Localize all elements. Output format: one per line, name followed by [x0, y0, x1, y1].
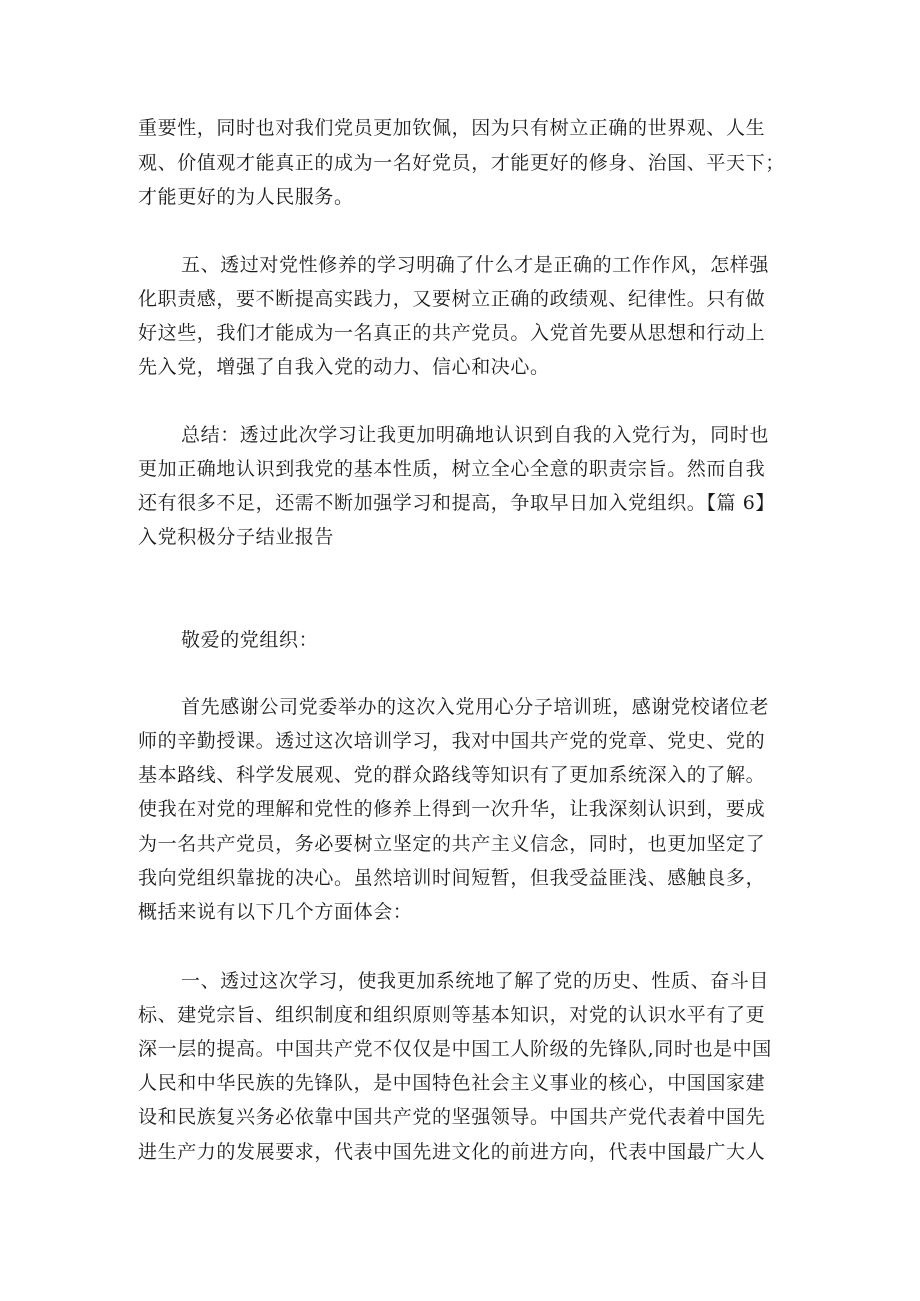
text-line: 我向党组织靠拢的决心。虽然培训时间短暂，但我受益匪浅、感触良多， — [138, 867, 766, 889]
text-line: 观、价值观才能真正的成为一名好党员，才能更好的修身、治国、平天下； — [138, 152, 785, 174]
text-line: 基本路线、科学发展观、党的群众路线等知识有了更加系统深入的了解。 — [138, 764, 766, 786]
text-line: 化职责感，要不断提高实践力，又要树立正确的政绩观、纪律性。只有做 — [138, 288, 766, 310]
text-line: 深一层的提高。中国共产党不仅仅是中国工人阶级的先锋队,同时也是中国 — [138, 1038, 772, 1060]
text-line: 首先感谢公司党委举办的这次入党用心分子培训班，感谢党校诸位老 — [181, 696, 770, 718]
text-line: 人民和中华民族的先锋队，是中国特色社会主义事业的核心，中国国家建 — [138, 1072, 766, 1094]
text-line: 进生产力的发展要求，代表中国先进文化的前进方向，代表中国最广大人 — [138, 1141, 766, 1163]
text-line: 才能更好的为人民服务。 — [138, 186, 354, 208]
text-line: 设和民族复兴务必依靠中国共产党的坚强领导。中国共产党代表着中国先 — [138, 1106, 766, 1128]
text-line: 五、透过对党性修养的学习明确了什么才是正确的工作作风，怎样强 — [181, 254, 770, 276]
text-line: 先入党，增强了自我入党的动力、信心和决心。 — [138, 356, 550, 378]
text-line: 为一名共产党员，务必要树立坚定的共产主义信念，同时，也更加坚定了 — [138, 833, 766, 855]
text-line: 敬爱的党组织： — [181, 629, 319, 651]
text-line: 好这些，我们才能成为一名真正的共产党员。入党首先要从思想和行动上 — [138, 322, 766, 344]
text-line: 入党积极分子结业报告 — [138, 526, 335, 548]
text-line: 重要性，同时也对我们党员更加钦佩，因为只有树立正确的世界观、人生 — [138, 117, 766, 139]
text-line: 还有很多不足，还需不断加强学习和提高，争取早日加入党组织。【篇 6】 — [138, 492, 776, 514]
text-line: 标、建党宗旨、组织制度和组织原则等基本知识，对党的认识水平有了更 — [138, 1004, 766, 1026]
text-line: 师的辛勤授课。透过这次培训学习，我对中国共产党的党章、党史、党的 — [138, 730, 766, 752]
text-line: 一、透过这次学习，使我更加系统地了解了党的历史、性质、奋斗目 — [181, 970, 770, 992]
text-line: 使我在对党的理解和党性的修养上得到一次升华，让我深刻认识到，要成 — [138, 798, 766, 820]
text-line: 概括来说有以下几个方面体会： — [138, 901, 413, 923]
text-line: 总结：透过此次学习让我更加明确地认识到自我的入党行为，同时也 — [181, 424, 770, 446]
text-line: 更加正确地认识到我党的基本性质，树立全心全意的职责宗旨。然而自我 — [138, 458, 766, 480]
